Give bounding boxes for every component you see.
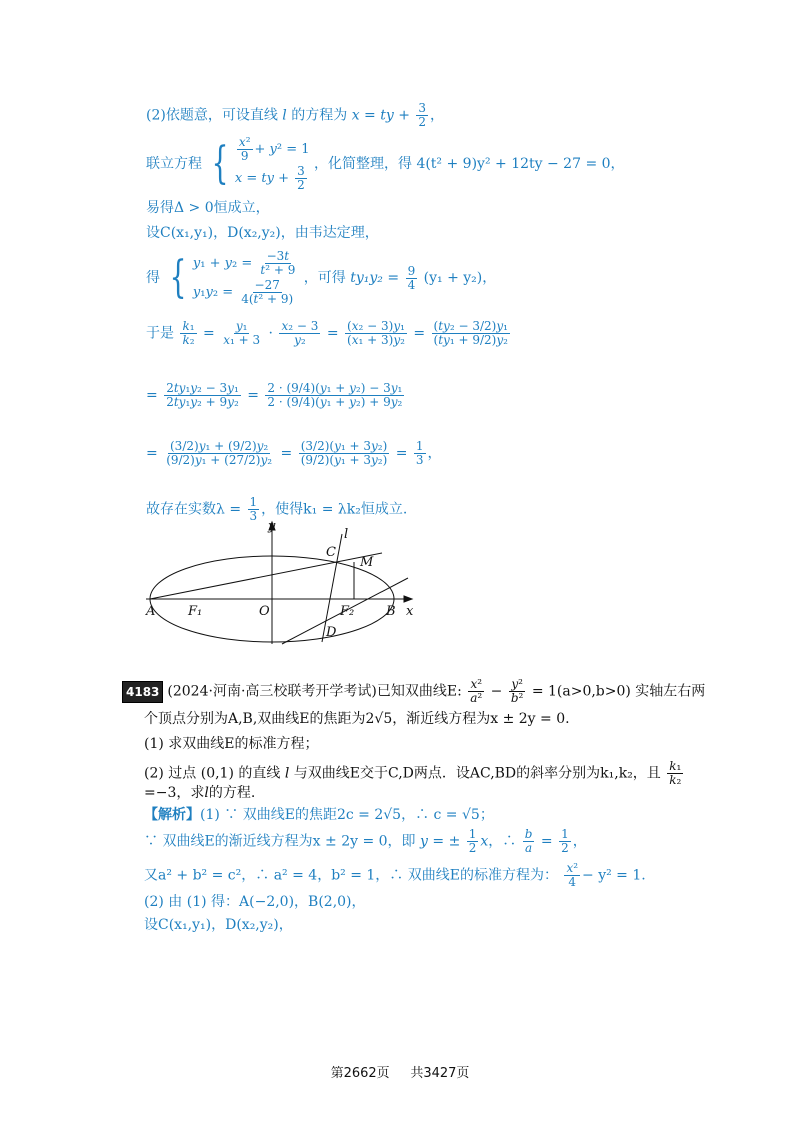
label-m: M [360, 555, 374, 570]
analysis-tag: 【解析】 [144, 807, 200, 823]
label-x: x [406, 604, 414, 619]
problem-q2: (2) 过点 (0,1) 的直线 l 与双曲线E交于C,D两点．设AC,BD的斜率分别为k₁,k₂，且 $\frac{\text{k₁}}{\text{k₂}}$ [144, 759, 682, 787]
page-total: 共3427页 [410, 1066, 470, 1081]
solution-line-9: 故存在实数λ = $\frac{1}{3}$ ，使得k₁ = λk₂恒成立. [146, 495, 408, 523]
page-number: 第2662页 [330, 1066, 390, 1081]
solution-line-4: 设C(x₁,y₁)，D(x₂,y₂)，由韦达定理， [146, 225, 379, 241]
analysis-line-4: (2) 由 (1) 得：A(−2,0)，B(2,0)， [144, 894, 366, 910]
label-y: y [268, 519, 276, 534]
problem-q2-cont: =−3，求l的方程. [144, 785, 256, 801]
analysis-line-3: 又a² + b² = c²，∴ a² = 4，b² = 1，∴ 双曲线E的标准方程为： $\frac{\text{x²}}{4}$ − y² = 1. [144, 861, 646, 889]
line-am [150, 553, 382, 599]
label-d: D [326, 625, 337, 640]
label-l: l [344, 527, 349, 542]
label-f1: F₁ [188, 604, 203, 619]
solution-line-1: (2)依题意，可设直线 l 的方程为 x = ty + $\frac{3}{2}$ ， [146, 101, 445, 129]
label-c: C [326, 545, 336, 560]
solution-line-5: 得 { y₁ + y₂ = $\frac{-3t}{\text{t² + 9}}$ y₁y₂ = $\frac{-27}{\text{4(t² + 9)}}$ ，可得 ty₁y₂ = $\frac{9}{4}$ (y₁ + y₂)， [146, 249, 497, 306]
analysis-line-2: ∵ 双曲线E的渐近线方程为x ± 2y = 0，即 y = ± $\frac{1}{2}$ x，∴ $\frac{b}{a}$ = $\frac{1}{2}$ ， [144, 827, 587, 855]
page-footer [0, 1062, 800, 1081]
label-o: O [259, 604, 270, 619]
solution-line-6: 于是 $\frac{\text{k₁}}{\text{k₂}}$ = $\frac{\text{y₁}}{\text{x₁ + 3}}$ · $\frac{\text{x₂ − 3}}{\text{y₂}}$ = $\frac{\text{(x₂ − 3)y₁}}{\text{(x₁ + 3)y₂}}$ = $\frac{\text{(ty₂ − 3/2)y₁}}{\text{(ty₁ + 9/2)y₂}}$ [146, 319, 508, 347]
solution-line-7: = $\frac{\text{2ty₁y₂ − 3y₁}}{\text{2ty₁y₂ + 9y₂}}$ = $\frac{\text{2 · (9/4)(y₁ + y₂) − 3y₁}}{\text{2 · (9/4)(y₁ + y₂) + 9y₂}}$ [146, 381, 403, 409]
label-a: A [146, 604, 156, 619]
label-b: B [386, 604, 396, 619]
problem-q1: (1) 求双曲线E的标准方程； [144, 736, 319, 752]
problem-line-2: 个顶点分别为A,B,双曲线E的焦距为2√5，渐近线方程为x ± 2y = 0. [144, 711, 570, 727]
label-f2: F₂ [340, 604, 355, 619]
solution-line-3: 易得Δ > 0恒成立， [146, 200, 270, 216]
problem-number: 4183 [122, 681, 163, 703]
x-axis-arrow [404, 596, 412, 602]
problem-header: 4183 (2024·河南·高三校联考开学考试)已知双曲线E: $\frac{\text{x²}}{\text{a²}}$ − $\frac{\text{y²}}{\text{b²}}$ = 1(a>0,b>0) 实轴左右两 [122, 678, 705, 705]
solution-line-8: = $\frac{\text{(3/2)y₁ + (9/2)y₂}}{\text{(9/2)y₁ + (27/2)y₂}}$ = $\frac{\text{(3/2)(y₁ + 3y₂)}}{\text{(9/2)(y₁ + 3y₂)}}$ = $\frac{1}{3}$ ， [146, 439, 442, 467]
ellipse-figure [142, 516, 422, 646]
analysis-line-1: 【解析】(1) ∵ 双曲线E的焦距2c = 2√5，∴ c = √5； [144, 807, 494, 823]
analysis-line-5: 设C(x₁,y₁)，D(x₂,y₂)， [144, 917, 293, 933]
solution-line-2: 联立方程 { $\frac{\text{x²}}{9}$ + y² = 1 x = ty + $\frac{3}{2}$ ，化简整理，得 4(t² + 9)y² + 12ty − 27 = 0， [146, 135, 625, 192]
